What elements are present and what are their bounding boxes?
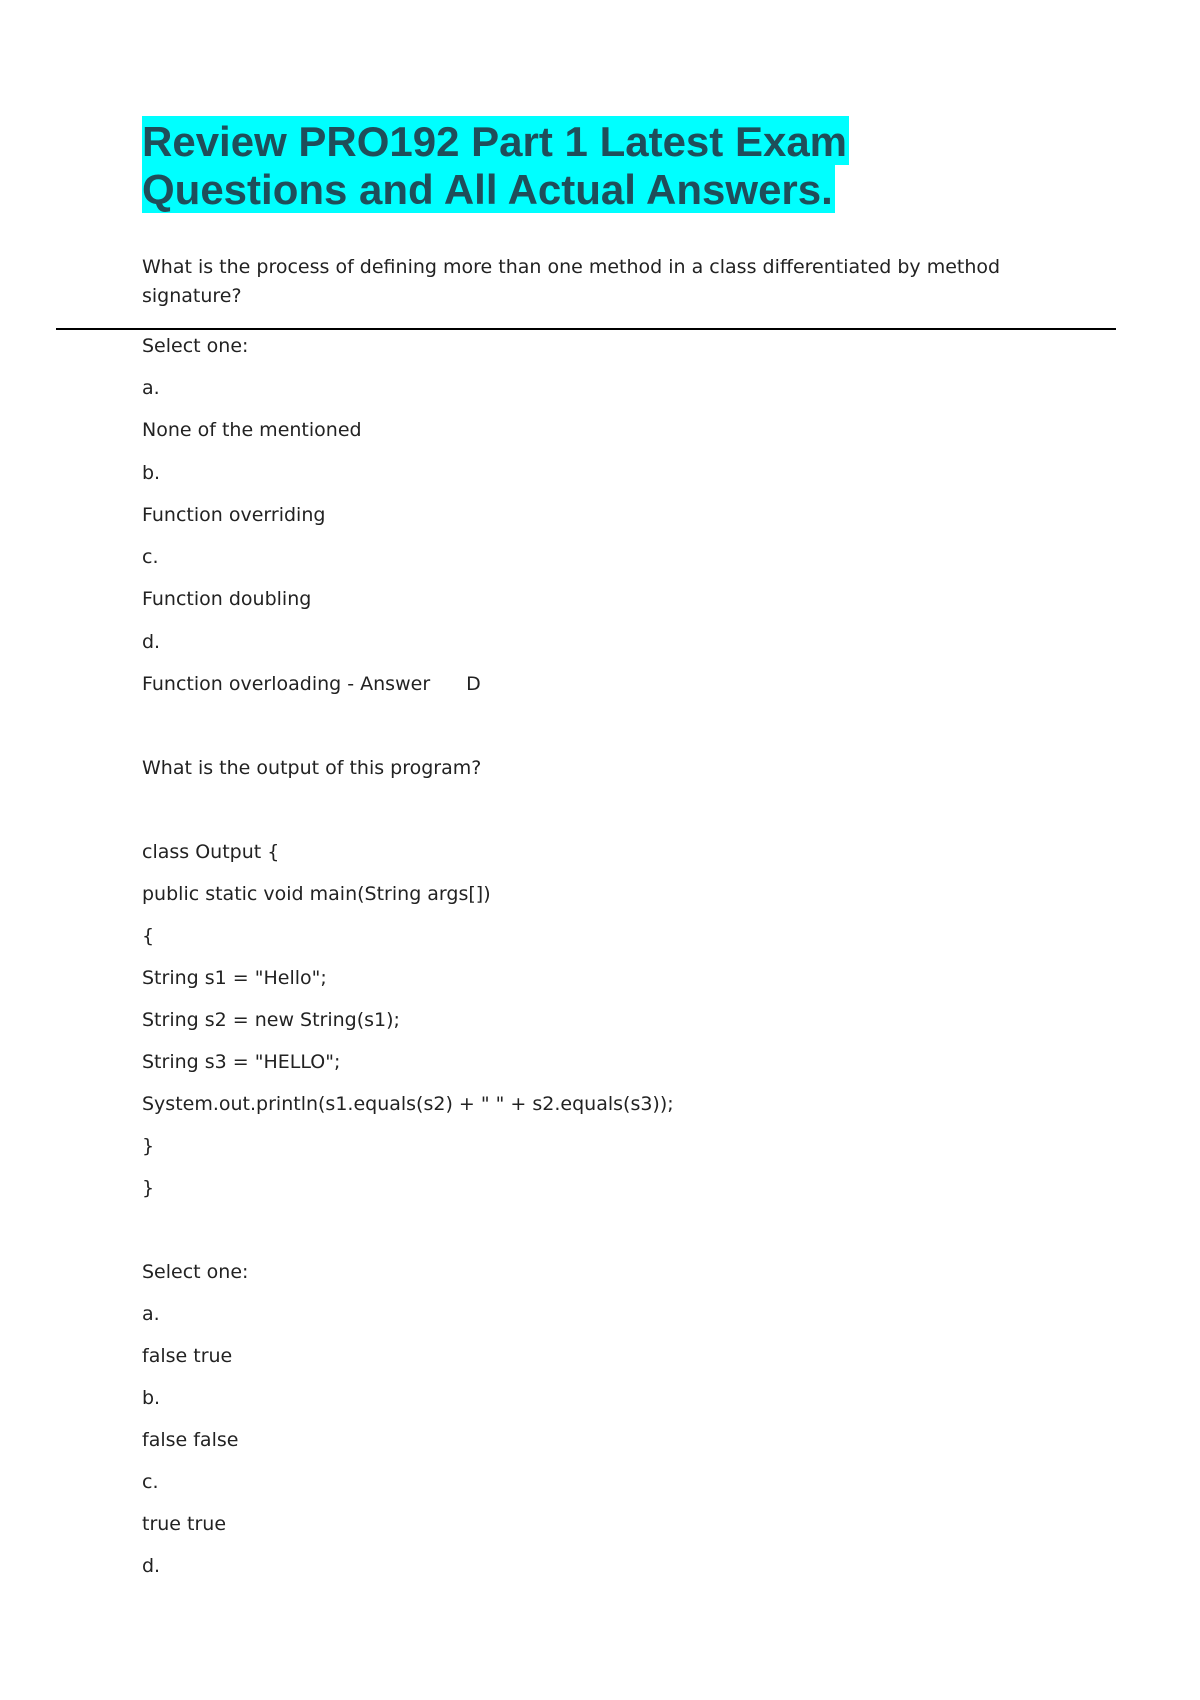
question-2-option-c-letter: c. (142, 1471, 159, 1493)
code-line: { (142, 925, 155, 947)
question-2-option-b-text: false false (142, 1429, 239, 1451)
question-1-select-label: Select one: (142, 335, 249, 357)
title-highlight: Review PRO192 Part 1 Latest Exam Questions and All Actual Answers. (142, 118, 848, 213)
question-1-option-d-letter: d. (142, 631, 161, 653)
question-1-option-a-text: None of the mentioned (142, 419, 362, 441)
question-1-option-c-letter: c. (142, 546, 159, 568)
question-2-option-b-letter: b. (142, 1387, 161, 1409)
document-title (142, 118, 1042, 214)
code-line: class Output { (142, 841, 280, 863)
question-1-option-d-row (142, 671, 481, 697)
code-line: String s2 = new String(s1); (142, 1009, 400, 1031)
horizontal-rule (56, 328, 1116, 330)
question-1-prompt: What is the process of defining more than one method in a class differentiated by method signature? (142, 256, 1001, 307)
code-line: } (142, 1177, 155, 1199)
question-2-option-a-text: false true (142, 1345, 233, 1367)
question-2-prompt: What is the output of this program? (142, 757, 482, 779)
code-line: System.out.println(s1.equals(s2) + " " + s2.equals(s3)); (142, 1093, 674, 1115)
code-line: public static void main(String args[]) (142, 883, 491, 905)
question-1-option-b-text: Function overriding (142, 504, 326, 526)
question-1-option-b-letter: b. (142, 462, 161, 484)
question-2-option-a-letter: a. (142, 1303, 160, 1325)
question-1-option-c-text: Function doubling (142, 588, 312, 610)
code-line: } (142, 1135, 155, 1157)
question-2-option-d-letter: d. (142, 1555, 161, 1577)
code-line: String s3 = "HELLO"; (142, 1051, 341, 1073)
question-1-option-a-letter: a. (142, 377, 160, 399)
question-2-option-c-text: true true (142, 1513, 227, 1535)
question-1-option-d-text: Function overloading - Answer (142, 673, 431, 695)
question-1-answer: D (466, 673, 481, 695)
code-line: String s1 = "Hello"; (142, 967, 327, 989)
question-2-select-label: Select one: (142, 1261, 249, 1283)
